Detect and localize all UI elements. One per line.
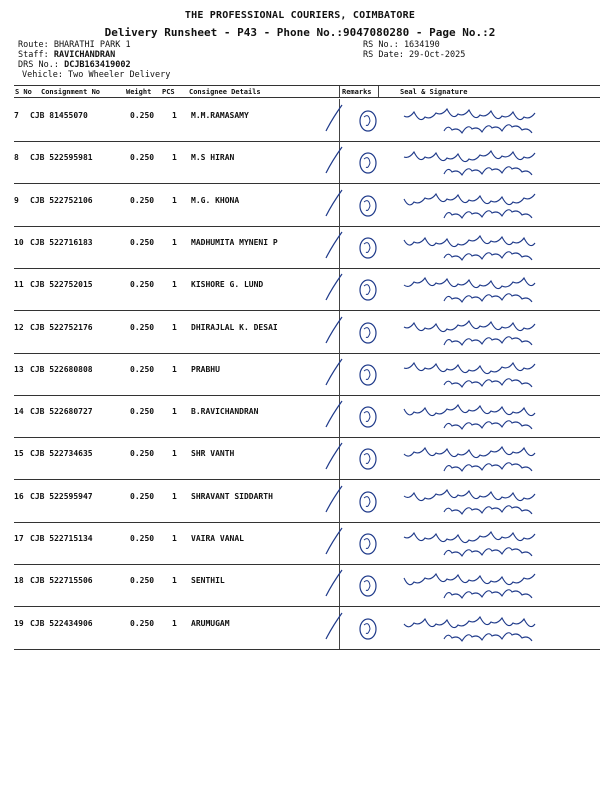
signature-stroke xyxy=(404,490,535,501)
delivery-tick-mark xyxy=(326,232,342,258)
col-consignment-header: Consignment No xyxy=(41,88,101,96)
table-row xyxy=(14,141,600,183)
table-row xyxy=(14,480,600,522)
handwritten-signature xyxy=(324,480,600,522)
consignee-name: KISHORE G. LUND xyxy=(191,280,264,290)
remark-code-mark xyxy=(364,158,370,168)
table-top-rule xyxy=(14,85,600,86)
delivery-tick-mark xyxy=(326,443,342,469)
handwritten-signature xyxy=(324,226,600,268)
table-row xyxy=(14,522,600,564)
table-row xyxy=(14,311,600,353)
row-divider xyxy=(14,649,600,650)
signature-stroke xyxy=(444,505,532,513)
handwritten-signature xyxy=(324,607,600,649)
row-sno: 9 xyxy=(14,195,19,205)
table-row xyxy=(14,353,600,395)
consignment-number: CJB 522752176 xyxy=(30,322,93,332)
signature-area xyxy=(324,141,600,183)
signature-stroke xyxy=(404,151,535,162)
consignment-number: CJB 522595947 xyxy=(30,491,93,501)
consignee-name: SENTHIL xyxy=(191,576,225,586)
weight-value: 0.250 xyxy=(130,322,155,332)
handwritten-signature xyxy=(324,311,600,353)
pcs-value: 1 xyxy=(172,491,177,501)
runsheet-title: Delivery Runsheet - P43 - Phone No.:9047080280 - Page No.:2 xyxy=(104,26,496,39)
remark-circle-mark xyxy=(360,407,376,427)
signature-area xyxy=(324,184,600,226)
row-sno: 14 xyxy=(14,407,24,417)
consignment-number: CJB 522680727 xyxy=(30,407,93,417)
consignee-name: M.S HIRAN xyxy=(191,153,235,163)
signature-stroke xyxy=(404,109,535,120)
delivery-tick-mark xyxy=(326,317,342,343)
handwritten-signature xyxy=(324,353,600,395)
delivery-tick-mark xyxy=(326,190,342,216)
col-pcs-header: PCS xyxy=(162,88,175,96)
handwritten-signature xyxy=(324,522,600,564)
remark-code-mark xyxy=(364,539,370,549)
signature-stroke xyxy=(444,252,532,260)
weight-value: 0.250 xyxy=(130,449,155,459)
signature-stroke xyxy=(444,632,532,640)
drs-number: DCJB163419002 xyxy=(64,60,131,70)
weight-value: 0.250 xyxy=(130,491,155,501)
consignee-name: SHRAVANT SIDDARTH xyxy=(191,491,273,501)
signature-area xyxy=(324,480,600,522)
pcs-value: 1 xyxy=(172,407,177,417)
weight-value: 0.250 xyxy=(130,576,155,586)
remark-code-mark xyxy=(364,623,370,633)
runsheet-meta-right xyxy=(363,40,465,60)
row-sno: 15 xyxy=(14,449,24,459)
table-row xyxy=(14,437,600,479)
signature-stroke xyxy=(444,336,532,344)
remark-circle-mark xyxy=(360,619,376,639)
consignee-name: VAIRA VANAL xyxy=(191,534,244,543)
consignment-number: CJB 522752015 xyxy=(30,280,93,290)
staff-name: RAVICHANDRAN xyxy=(53,50,116,60)
consignment-number: CJB 522734635 xyxy=(30,449,93,459)
row-sno: 12 xyxy=(14,322,24,332)
weight-value: 0.250 xyxy=(130,153,155,163)
remark-code-mark xyxy=(364,412,370,422)
consignment-number: CJB 81455070 xyxy=(30,111,88,120)
weight-value: 0.250 xyxy=(130,534,155,543)
row-sno: 19 xyxy=(14,618,24,628)
remark-circle-mark xyxy=(360,111,376,131)
remark-code-mark xyxy=(364,285,370,295)
remark-circle-mark xyxy=(360,153,376,173)
staff-line: Staff: RAVICHANDRAN xyxy=(18,50,116,60)
pcs-value: 1 xyxy=(172,576,177,586)
signature-stroke xyxy=(404,278,535,289)
signature-area xyxy=(324,564,600,606)
signature-stroke xyxy=(444,125,532,133)
remark-circle-mark xyxy=(360,238,376,258)
table-row xyxy=(14,226,600,268)
rs-number: RS No.: 1634190 xyxy=(363,40,440,50)
table-row xyxy=(14,184,600,226)
delivery-tick-mark xyxy=(326,401,342,427)
delivery-tick-mark xyxy=(326,147,342,173)
remark-code-mark xyxy=(364,116,370,126)
row-sno: 11 xyxy=(14,280,24,290)
col-weight-header: Weight xyxy=(126,88,152,96)
header-divider xyxy=(339,86,340,97)
remark-circle-mark xyxy=(360,280,376,300)
remark-code-mark xyxy=(364,581,370,591)
pcs-value: 1 xyxy=(172,364,177,374)
signature-stroke xyxy=(404,363,535,374)
handwritten-signature xyxy=(324,99,600,141)
signature-stroke xyxy=(444,548,532,556)
signature-stroke xyxy=(404,321,535,332)
remark-circle-mark xyxy=(360,534,376,554)
pcs-value: 1 xyxy=(172,237,177,247)
consignee-name: B.RAVICHANDRAN xyxy=(191,407,259,417)
remark-code-mark xyxy=(364,200,370,210)
signature-stroke xyxy=(404,194,535,205)
weight-value: 0.250 xyxy=(130,280,155,290)
pcs-value: 1 xyxy=(172,111,177,120)
signature-stroke xyxy=(404,236,535,247)
delivery-tick-mark xyxy=(326,570,342,596)
pcs-value: 1 xyxy=(172,449,177,459)
vehicle-text: Vehicle: Two Wheeler Delivery xyxy=(22,70,171,80)
col-seal-header: Seal & Signature xyxy=(400,88,468,96)
drs-line: DRS No.: DCJB163419002 xyxy=(18,60,131,70)
consignment-number: CJB 522715506 xyxy=(30,576,93,586)
row-sno: 17 xyxy=(14,534,24,543)
remark-circle-mark xyxy=(360,365,376,385)
handwritten-signature xyxy=(324,184,600,226)
header-bottom-rule xyxy=(14,97,600,98)
pcs-value: 1 xyxy=(172,195,177,205)
consignment-number: CJB 522716183 xyxy=(30,237,93,247)
consignee-name: DHIRAJLAL K. DESAI xyxy=(191,322,278,332)
signature-stroke xyxy=(404,574,535,585)
remark-code-mark xyxy=(364,327,370,337)
consignment-number: CJB 522752106 xyxy=(30,195,93,205)
table-row xyxy=(14,395,600,437)
remark-code-mark xyxy=(364,496,370,506)
delivery-tick-mark xyxy=(326,274,342,300)
handwritten-signature xyxy=(324,268,600,310)
row-sno: 18 xyxy=(14,576,24,586)
route-text: Route: BHARATHI PARK 1 xyxy=(18,40,131,50)
table-row xyxy=(14,607,600,649)
consignee-name: MADHUMITA MYNENI P xyxy=(191,237,278,247)
weight-value: 0.250 xyxy=(130,407,155,417)
remark-circle-mark xyxy=(360,196,376,216)
consignee-name: ARUMUGAM xyxy=(191,618,230,628)
remark-code-mark xyxy=(364,454,370,464)
weight-value: 0.250 xyxy=(130,618,155,628)
consignment-number: CJB 522595981 xyxy=(30,153,93,163)
handwritten-signature xyxy=(324,437,600,479)
consignment-number: CJB 522715134 xyxy=(30,534,93,543)
signature-area xyxy=(324,268,600,310)
handwritten-signature xyxy=(324,395,600,437)
signature-area xyxy=(324,311,600,353)
signature-stroke xyxy=(444,421,532,429)
signature-area xyxy=(324,607,600,649)
delivery-tick-mark xyxy=(326,359,342,385)
weight-value: 0.250 xyxy=(130,364,155,374)
runsheet-meta-left xyxy=(18,40,170,80)
consignee-name: SHR VANTH xyxy=(191,449,235,459)
consignment-number: CJB 522434906 xyxy=(30,618,93,628)
consignment-number: CJB 522680808 xyxy=(30,364,93,374)
pcs-value: 1 xyxy=(172,153,177,163)
remark-code-mark xyxy=(364,243,370,253)
delivery-tick-mark xyxy=(326,105,342,131)
signature-area xyxy=(324,395,600,437)
signature-stroke xyxy=(444,294,532,302)
signature-stroke xyxy=(444,590,532,598)
handwritten-signature xyxy=(324,141,600,183)
remark-code-mark xyxy=(364,369,370,379)
signature-stroke xyxy=(404,532,535,543)
col-consignee-header: Consignee Details xyxy=(189,88,261,96)
remark-circle-mark xyxy=(360,576,376,596)
row-sno: 10 xyxy=(14,237,24,247)
row-sno: 13 xyxy=(14,364,24,374)
weight-value: 0.250 xyxy=(130,111,155,120)
signature-stroke xyxy=(444,379,532,387)
weight-value: 0.250 xyxy=(130,237,155,247)
consignee-name: M.G. KHONA xyxy=(191,195,240,205)
remark-circle-mark xyxy=(360,449,376,469)
signature-stroke xyxy=(404,405,535,416)
consignee-name: PRABHU xyxy=(191,364,220,374)
handwritten-signature xyxy=(324,564,600,606)
signature-stroke xyxy=(444,463,532,471)
pcs-value: 1 xyxy=(172,534,177,543)
delivery-tick-mark xyxy=(326,613,342,639)
weight-value: 0.250 xyxy=(130,195,155,205)
row-sno: 8 xyxy=(14,153,19,163)
table-row xyxy=(14,268,600,310)
pcs-value: 1 xyxy=(172,322,177,332)
signature-area xyxy=(324,226,600,268)
pcs-value: 1 xyxy=(172,618,177,628)
table-row xyxy=(14,99,600,141)
signature-stroke xyxy=(444,209,532,217)
remark-circle-mark xyxy=(360,492,376,512)
remark-circle-mark xyxy=(360,323,376,343)
row-sno: 7 xyxy=(14,111,19,120)
signature-stroke xyxy=(444,167,532,175)
signature-stroke xyxy=(404,447,535,458)
signature-area xyxy=(324,99,600,141)
col-remarks-header: Remarks xyxy=(342,88,372,96)
table-row xyxy=(14,564,600,606)
consignee-name: M.M.RAMASAMY xyxy=(191,111,249,120)
col-sno-header: S No xyxy=(15,88,32,96)
company-title: THE PROFESSIONAL COURIERS, COIMBATORE xyxy=(184,10,416,21)
signature-area xyxy=(324,522,600,564)
rs-date: RS Date: 29-Oct-2025 xyxy=(363,50,466,60)
delivery-tick-mark xyxy=(326,486,342,512)
pcs-value: 1 xyxy=(172,280,177,290)
signature-area xyxy=(324,353,600,395)
delivery-tick-mark xyxy=(326,528,342,554)
header-divider xyxy=(378,86,379,97)
row-sno: 16 xyxy=(14,491,24,501)
signature-stroke xyxy=(404,617,535,628)
signature-area xyxy=(324,437,600,479)
